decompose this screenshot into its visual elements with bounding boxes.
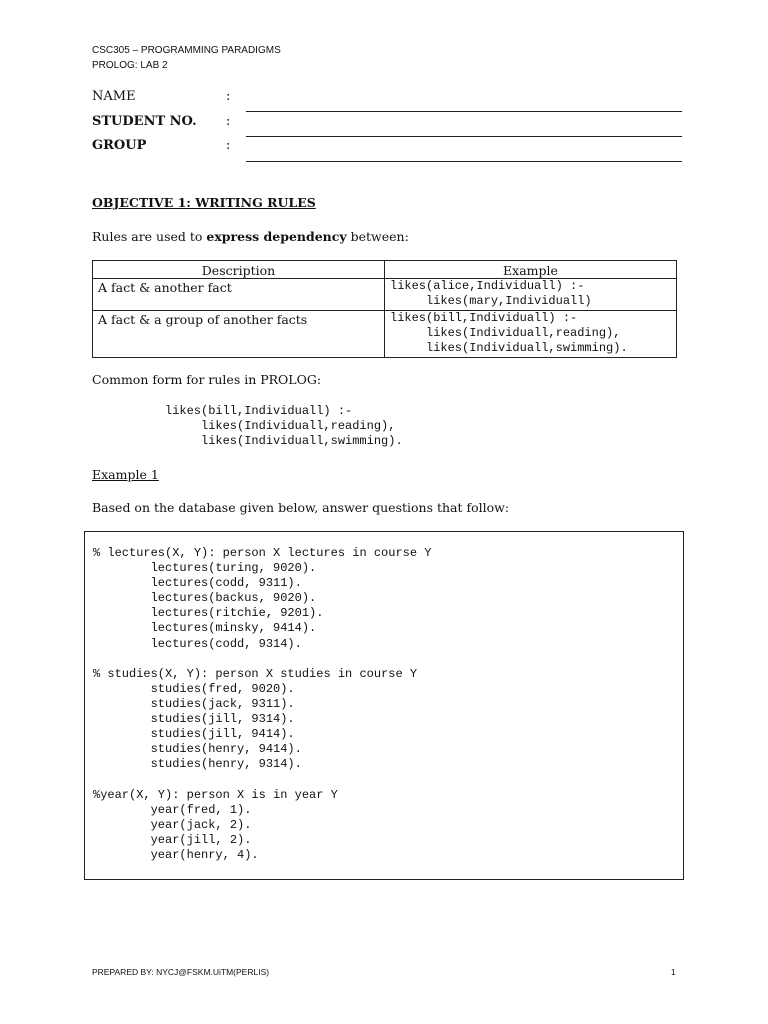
row-example: likes(bill,Individuall) :- likes(Individuall,reading), likes(Individuall,swimming).: [385, 311, 677, 358]
common-form-label: Common form for rules in PROLOG:: [92, 372, 322, 387]
group-field-line[interactable]: [246, 161, 682, 162]
example-instruction: Based on the database given below, answer questions that follow:: [92, 500, 510, 515]
prepared-by: PREPARED BY: NYCJ@FSKM.UiTM(PERLIS): [92, 967, 270, 977]
example-title: Example 1: [92, 467, 159, 482]
intro-before: Rules are used to: [92, 229, 207, 244]
intro-bold: express dependency: [206, 229, 347, 244]
objective-heading: OBJECTIVE 1: WRITING RULES: [92, 195, 316, 210]
common-form-code: likes(bill,Individuall) :- likes(Individuall,reading), likes(Individuall,swimming).: [165, 404, 403, 449]
page-number: 1: [671, 967, 676, 977]
table-header-row: [93, 261, 677, 279]
objective-intro: [92, 229, 409, 244]
name-label: NAME: [92, 89, 136, 104]
database-code: % lectures(X, Y): person X lectures in course Y lectures(turing, 9020). lectures(codd, 9311). lectures(backus, 9020). lectures(ritchie, 9201). lectures(minsky, 9414). lectures(codd, 9314). % studies(X, Y): person X studies in course Y studies(fred, 9020). studies(jack, 9311). studies(jill, 9314). studies(jill, 9414). studies(henry, 9414). studies(henry, 9314). %year(X, Y): person X is in year Y year(fred, 1). year(jack, 2). year(jill, 2). year(henry, 4).: [93, 546, 432, 862]
name-field-line[interactable]: [246, 111, 682, 112]
student-no-label: STUDENT NO.: [92, 114, 197, 129]
table-row: [93, 279, 677, 311]
group-colon: :: [226, 138, 231, 153]
student-no-field-line[interactable]: [246, 136, 682, 137]
row-description: A fact & a group of another facts: [93, 311, 385, 358]
column-header-description: Description: [93, 261, 385, 279]
group-label: GROUP: [92, 138, 147, 153]
rules-table: [92, 260, 677, 358]
table-row: [93, 311, 677, 358]
column-header-example: Example: [385, 261, 677, 279]
lab-title: PROLOG: LAB 2: [92, 60, 168, 71]
name-colon: :: [226, 89, 231, 104]
student-no-colon: :: [226, 114, 231, 129]
row-example: likes(alice,Individuall) :- likes(mary,Individuall): [385, 279, 677, 311]
row-description: A fact & another fact: [93, 279, 385, 311]
database-code-box: [84, 531, 684, 880]
intro-after: between:: [346, 229, 409, 244]
course-title: CSC305 – PROGRAMMING PARADIGMS: [92, 45, 281, 56]
